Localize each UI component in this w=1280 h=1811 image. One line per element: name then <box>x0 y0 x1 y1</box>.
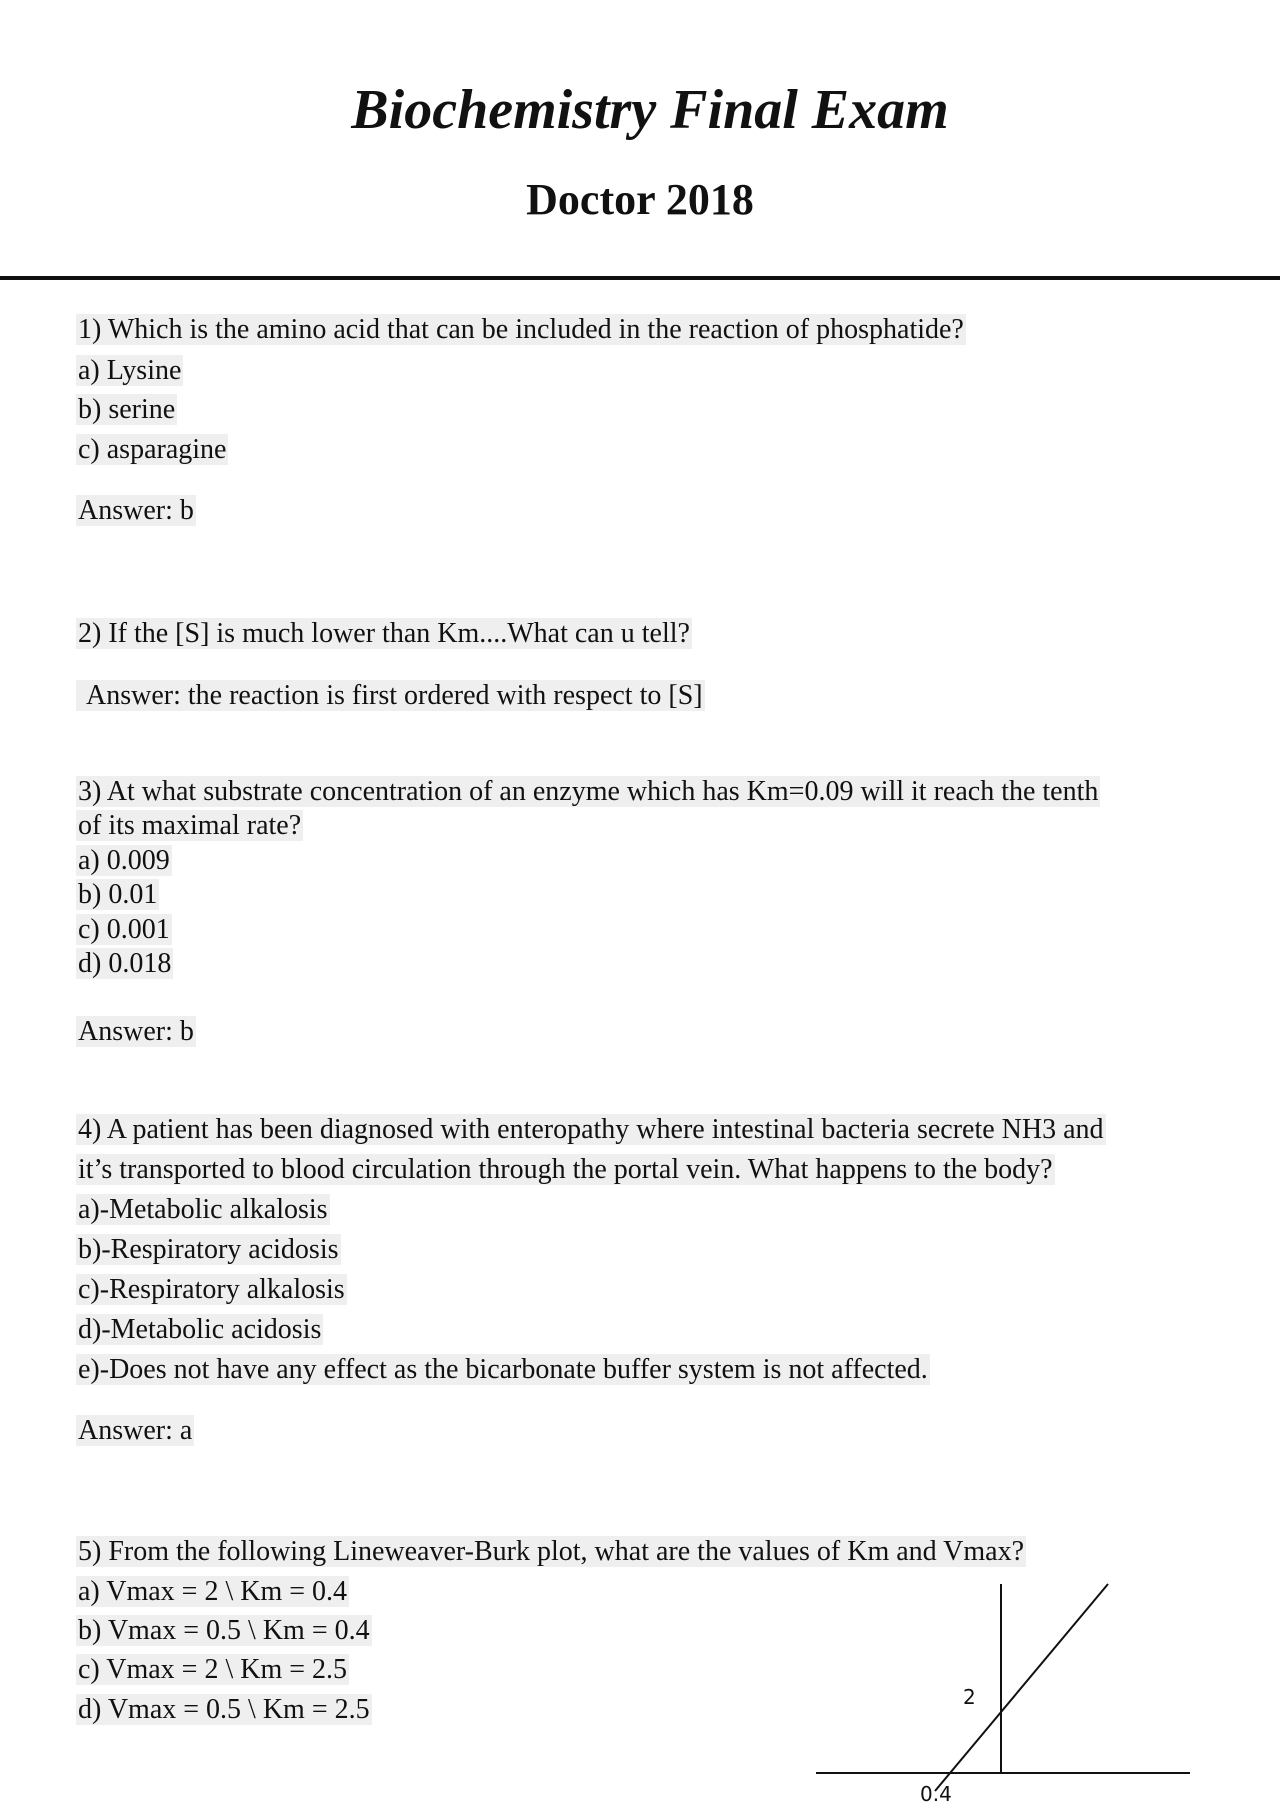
question-4-option-c: c)-Respiratory alkalosis <box>78 1274 345 1305</box>
question-3-prompt-line-2: of its maximal rate? <box>78 810 302 841</box>
question-1-option-a: a) Lysine <box>78 355 182 386</box>
page-subtitle: Doctor 2018 <box>526 175 754 224</box>
question-3-option-c: c) 0.001 <box>78 914 170 945</box>
question-3-option-d: d) 0.018 <box>78 948 172 979</box>
lineweaver-burk-plot <box>800 1560 1200 1811</box>
question-5-option-c: c) Vmax = 2 \ Km = 2.5 <box>78 1654 348 1685</box>
question-4-prompt-line-1: 4) A patient has been diagnosed with enteropathy where intestinal bacteria secrete NH3 and <box>78 1114 1104 1145</box>
question-1-answer: Answer: b <box>78 495 194 526</box>
question-4-option-e: e)-Does not have any effect as the bicarbonate buffer system is not affected. <box>78 1354 928 1385</box>
question-3-option-b: b) 0.01 <box>78 879 158 910</box>
plot-data-line <box>935 1584 1108 1791</box>
question-1-prompt: 1) Which is the amino acid that can be included in the reaction of phosphatide? <box>78 314 964 345</box>
question-5-option-d: d) Vmax = 0.5 \ Km = 2.5 <box>78 1694 370 1725</box>
question-3-option-a: a) 0.009 <box>78 845 170 876</box>
question-5-prompt: 5) From the following Lineweaver-Burk plot, what are the values of Km and Vmax? <box>78 1536 1024 1567</box>
question-4-option-d: d)-Metabolic acidosis <box>78 1314 322 1345</box>
header-divider <box>0 276 1280 280</box>
question-4-answer: Answer: a <box>78 1415 193 1446</box>
question-4-option-b: b)-Respiratory acidosis <box>78 1234 339 1265</box>
question-4-prompt-line-2: it’s transported to blood circulation through the portal vein. What happens to the body? <box>78 1154 1053 1185</box>
question-5-option-b: b) Vmax = 0.5 \ Km = 0.4 <box>78 1615 370 1646</box>
question-3-prompt-line-1: 3) At what substrate concentration of an enzyme which has Km=0.09 will it reach the tenth <box>78 776 1099 807</box>
plot-y-intercept-label: 2 <box>963 1685 976 1709</box>
question-5-option-a: a) Vmax = 2 \ Km = 0.4 <box>78 1576 348 1607</box>
plot-x-intercept-label: 0.4 <box>920 1782 952 1806</box>
question-1-option-c: c) asparagine <box>78 434 227 465</box>
question-4-option-a: a)-Metabolic alkalosis <box>78 1194 328 1225</box>
question-1-option-b: b) serine <box>78 394 176 425</box>
question-2-prompt: 2) If the [S] is much lower than Km....What can u tell? <box>78 618 690 649</box>
question-2-answer: Answer: the reaction is first ordered with respect to [S] <box>76 678 705 714</box>
question-3-answer: Answer: b <box>78 1016 194 1047</box>
page-title: Biochemistry Final Exam <box>351 79 949 141</box>
